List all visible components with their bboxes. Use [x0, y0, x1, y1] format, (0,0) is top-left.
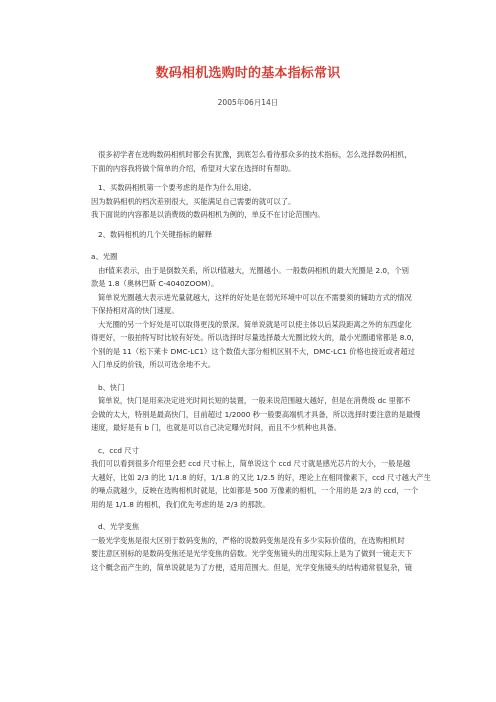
paragraph-line: 因为数码相机的档次差别很大，买能满足自己需要的就可以了。 [91, 196, 296, 206]
paragraph-line: 要注意区别标的是数码变焦还是光学变焦的倍数。光学变焦镜头的出现实际上是为了做到一镜走天下 [91, 549, 413, 558]
document-title: 数码相机选购时的基本指标常识 [155, 66, 341, 81]
paragraph-line: 会做的太大，特别是最高快门，目前超过 1/2000 秒一般要高端机才具备，所以选择时要注意的是最慢 [91, 409, 421, 419]
paragraph-line: 我们可以看到很多介绍里会把 ccd 尺寸标上，简单说这个 ccd 尺寸就是感光芯片的大小，一般是越 [91, 459, 411, 468]
paragraph-line: 款是 1.8（奥林巴斯 C-4040ZOOM）。 [91, 279, 219, 288]
paragraph-line: 很多初学者在选购数码相机时都会有犹豫，到底怎么看待那众多的技术指标，怎么选择数码相机， [98, 150, 412, 159]
paragraph-line: 简单说，快门是用来决定进光时间长短的装置，一般来说范围越大越好，但是在消费级 dc 里都不 [98, 396, 411, 405]
paragraph-line: 一般光学变焦是很大区别于数码变焦的，严格的说数码变焦是没有多少实际价值的，在选购相机时 [91, 535, 405, 545]
paragraph-line: 下面的内容我将做个简单的介绍，希望对大家在选择时有帮助。 [91, 163, 296, 173]
paragraph-line: 个别的是 11（松下莱卡 DMC-LC1）这个数值大部分相机区别不大，DMC-LC1 价格也接近或者超过 [91, 346, 415, 356]
paragraph-line: 用的是 1/1.8 的相机，我们优先考虑的是 2/3 的那款。 [91, 499, 270, 509]
paragraph-line: 我下面说的内容都是以消费级的数码相机为例的，单反不在讨论范围内。 [91, 210, 325, 219]
subsection-heading: c、ccd 尺寸 [98, 445, 139, 455]
paragraph-line: 这个概念而产生的，简单说就是为了方便，适用范围大。但是，光学变焦镜头的结构通常很复杂，镜 [91, 562, 413, 572]
article-body [91, 148, 431, 574]
paragraph-line: 下保持相对高的快门速度。 [91, 306, 179, 315]
paragraph-line: 大越好，比如 2/3 的比 1/1.8 的好，1/1.8 的又比 1/2.5 的好，理论上在相同像素下，ccd 尺寸越大产生 [91, 472, 431, 482]
subsection-heading: a、光圈 [91, 252, 118, 261]
section-heading: 2、数码相机的几个关键指标的解释 [98, 229, 213, 239]
paragraph-line: 简单说光圈越大表示进光量就越大，这样的好处是在弱光环境中可以在不需要须的辅助方式的情况 [98, 292, 412, 302]
section-heading: 1、买数码相机第一个要考虑的是作为什么用途。 [98, 183, 256, 192]
publish-date: 2005年06月14日 [217, 98, 279, 107]
paragraph-line: 速度，最好是有 b 门，也就是可以自己决定曝光时间，而且不少机种也具备。 [91, 423, 342, 432]
paragraph-line: 入门单反的价钱，所以可选余地不大。 [91, 360, 216, 369]
paragraph-line: 得更好，一般拍特写时比较有好处。所以选择时尽量选择最大光圈比较大的，最小光圈通常都是 8.0， [91, 333, 419, 342]
subsection-heading: b、快门 [98, 382, 125, 392]
paragraph-line: 的噪点就越少，反映在选购相机时就是，比如都是 500 万像素的相机，一个用的是 2/3 的 ccd，一个 [91, 486, 419, 495]
paragraph-line: 由f值来表示，由于是倒数关系，所以f值越大，光圈越小。一般数码相机的最大光圈是 2.0，个别 [98, 265, 409, 275]
subsection-heading: d、光学变焦 [98, 522, 140, 531]
paragraph-line: 大光圈的另一个好处是可以取得更浅的景深。简单说就是可以使主体以后某段距离之外的东西虚化 [98, 319, 412, 329]
